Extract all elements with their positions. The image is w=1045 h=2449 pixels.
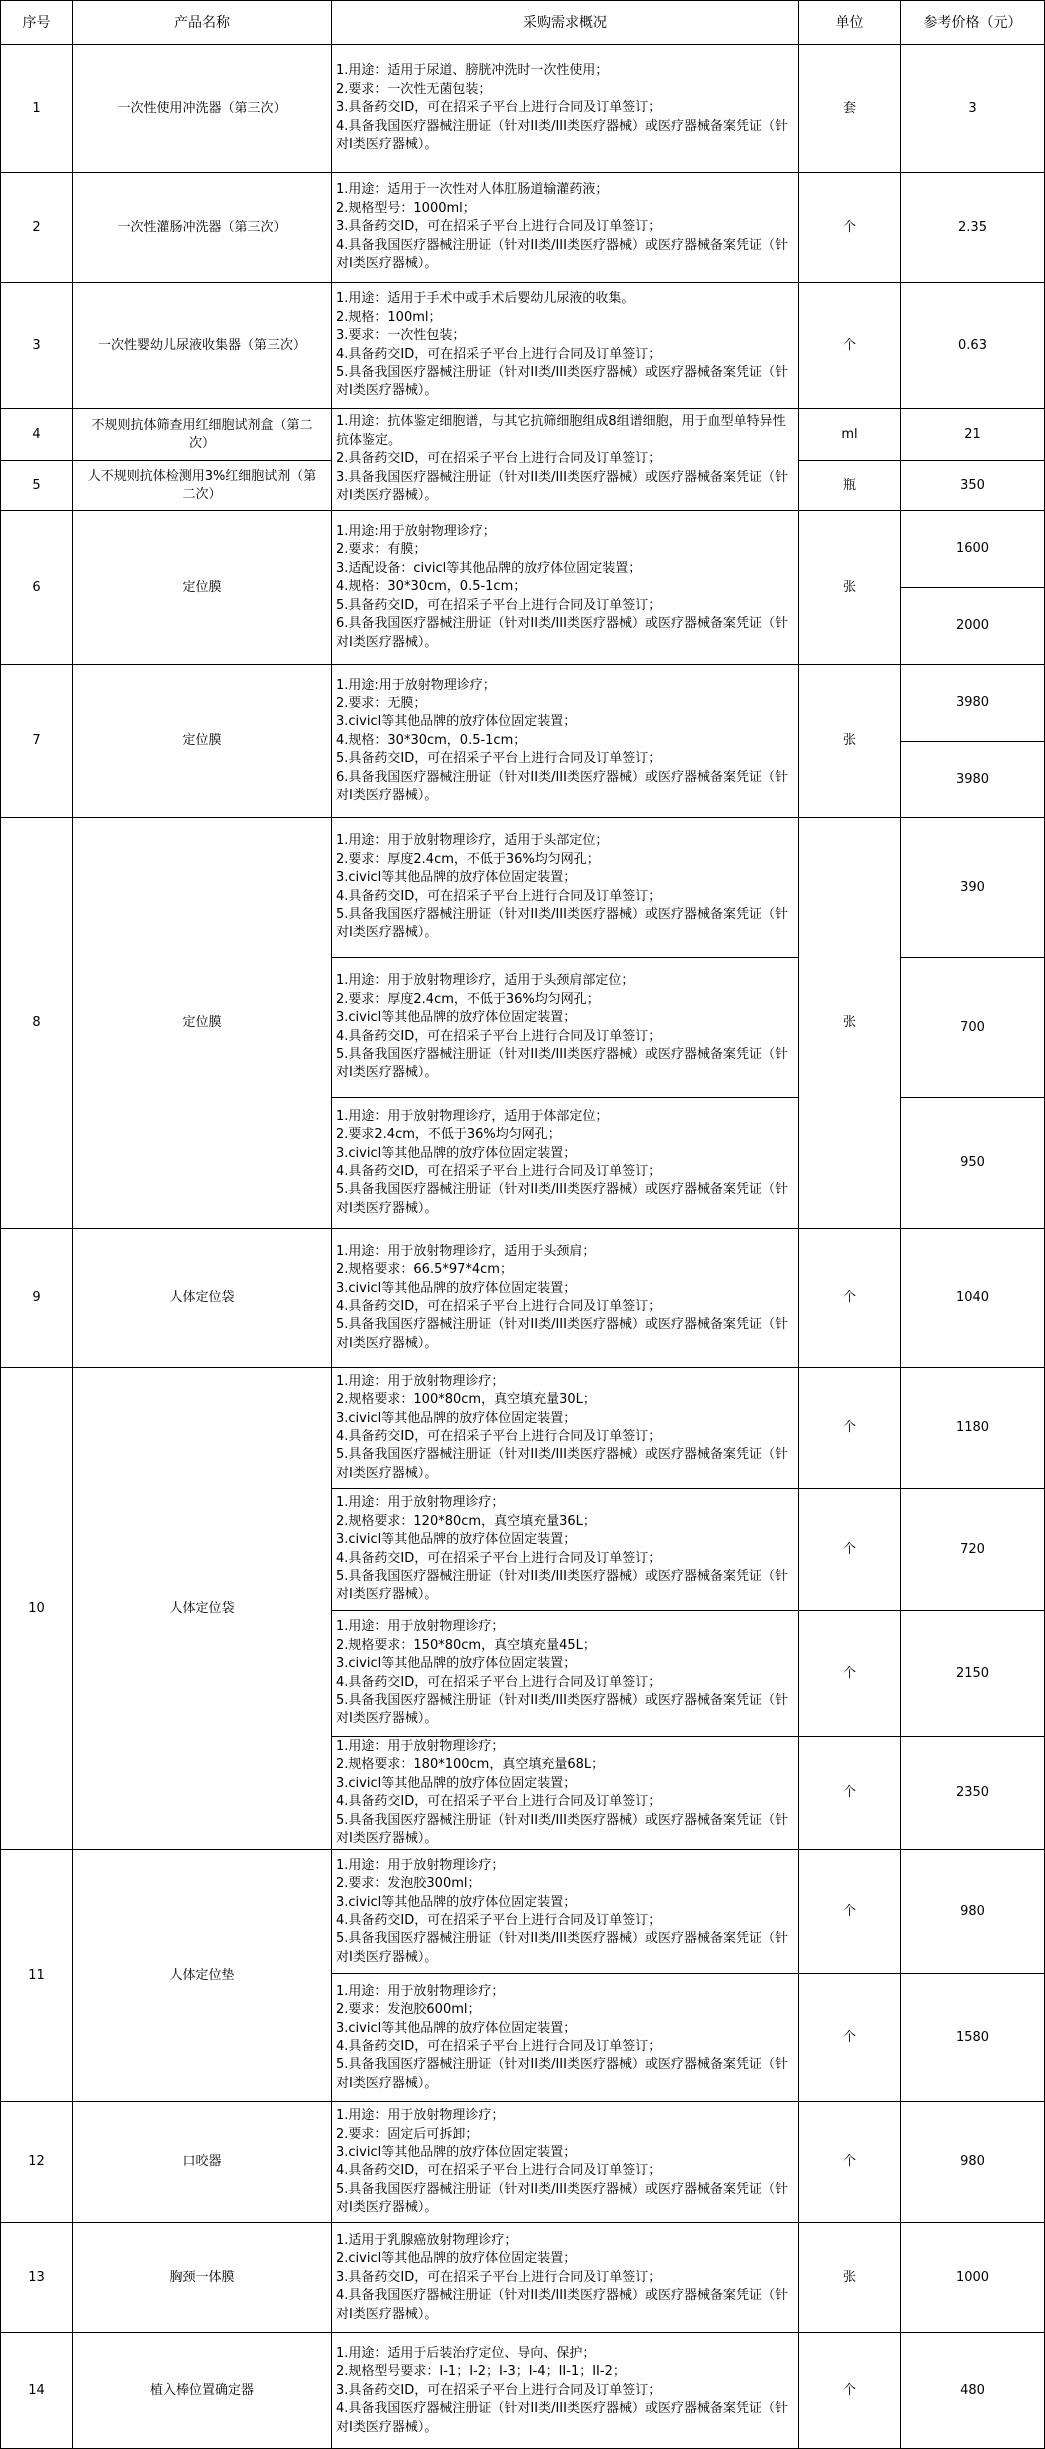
desc-line: 3.civicl等其他品牌的放疗体位固定装置； <box>336 870 577 886</box>
desc-line: 3.适配设备：civicl等其他品牌的放疗体位固定装置； <box>336 560 642 576</box>
product-name: 口咬器 <box>73 2102 332 2223</box>
price: 700 <box>901 958 1045 1098</box>
desc-line: 4.具备药交ID，可在招采子平台上进行合同及订单签订； <box>336 1299 662 1314</box>
price: 480 <box>901 2333 1045 2449</box>
desc-line: 4.具备药交ID，可在招采子平台上进行合同及订单签订； <box>336 1164 662 1179</box>
desc-line: 3.要求：一次性包装； <box>336 328 466 344</box>
unit: 个 <box>799 1489 901 1611</box>
table-row <box>1 409 1045 461</box>
row-no: 4 <box>1 409 73 461</box>
price: 1180 <box>901 1368 1045 1489</box>
desc-line: 4.具备我国医疗器械注册证（针对II类/III类医疗器械）或医疗器械备案凭证（针对I类医疗器械）。 <box>336 118 788 153</box>
desc-line: 5.具备药交ID，可在招采子平台上进行合同及订单签订； <box>336 751 662 767</box>
header-unit: 单位 <box>799 1 901 45</box>
price: 350 <box>901 461 1045 511</box>
description-cell <box>332 173 799 283</box>
desc-line: 1.用途：适用于尿道、膀胱冲洗时一次性使用； <box>336 63 609 79</box>
desc-line: 3.具备药交ID，可在招采子平台上进行合同及订单签订； <box>336 2269 662 2285</box>
desc-line: 3.civicl等其他品牌的放疗体位固定装置； <box>336 1656 577 1672</box>
desc-line: 3.civicl等其他品牌的放疗体位固定装置； <box>336 1775 577 1791</box>
desc-line: 6.具备我国医疗器械注册证（针对II类/III类医疗器械）或医疗器械备案凭证（针对I类医疗器械）。 <box>336 616 788 650</box>
desc-line: 4.具备药交ID，可在招采子平台上进行合同及订单签订； <box>336 1429 662 1444</box>
product-name: 定位膜 <box>73 665 332 818</box>
unit: 个 <box>799 1850 901 1974</box>
price: 1000 <box>901 2223 1045 2333</box>
desc-line: 5.具备我国医疗器械注册证（针对II类/III类医疗器械）或医疗器械备案凭证（针对I类医疗器械）。 <box>336 2181 788 2216</box>
description-cell <box>332 2102 799 2223</box>
header-price: 参考价格（元） <box>901 1 1045 45</box>
desc-line: 2.要求：固定后可拆卸； <box>336 2126 479 2142</box>
desc-line: 2.要求：无膜； <box>336 695 427 711</box>
desc-line: 4.规格：30*30cm，0.5-1cm； <box>336 579 527 595</box>
unit: 个 <box>799 1737 901 1850</box>
description-cell <box>332 1229 799 1368</box>
row-no: 6 <box>1 511 73 665</box>
desc-line: 4.具备药交ID，可在招采子平台上进行合同及订单签订； <box>336 2038 662 2054</box>
header-description: 采购需求概况 <box>332 1 799 45</box>
table-row <box>1 1368 1045 1489</box>
unit: 个 <box>799 1229 901 1368</box>
desc-line: 1.用途：抗体鉴定细胞谱，与其它抗筛细胞组成8组谱细胞，用于血型单特异性抗体鉴定。 <box>336 414 786 448</box>
desc-line: 2.具备药交ID，可在招采子平台上进行合同及订单签订； <box>336 451 662 467</box>
description-cell <box>332 1850 799 1974</box>
desc-line: 5.具备我国医疗器械注册证（针对II类/III类医疗器械）或医疗器械备案凭证（针对I类医疗器械）。 <box>336 1692 788 1727</box>
row-no: 8 <box>1 818 73 1229</box>
price: 1040 <box>901 1229 1045 1368</box>
row-no: 10 <box>1 1368 73 1850</box>
desc-line: 5.具备我国医疗器械注册证（针对II类/III类医疗器械）或医疗器械备案凭证（针对I类医疗器械）。 <box>336 1046 788 1081</box>
header-no: 序号 <box>1 1 73 45</box>
table-row <box>1 1229 1045 1368</box>
header-row <box>1 1 1045 45</box>
unit: 个 <box>799 173 901 283</box>
desc-line: 5.具备我国医疗器械注册证（针对II类/III类医疗器械）或医疗器械备案凭证（针对I类医疗器械）。 <box>336 1182 788 1216</box>
desc-line: 1.用途：用于放射物理诊疗，适用于头颈肩； <box>336 1243 596 1259</box>
desc-line: 2.civicl等其他品牌的放疗体位固定装置； <box>336 2251 577 2267</box>
desc-line: 3.civicl等其他品牌的放疗体位固定装置； <box>336 1410 577 1426</box>
price: 980 <box>901 1850 1045 1974</box>
desc-line: 3.civicl等其他品牌的放疗体位固定装置； <box>336 1145 577 1161</box>
product-name: 一次性婴幼儿尿液收集器（第三次） <box>73 283 332 409</box>
product-name: 人体定位袋 <box>73 1229 332 1368</box>
unit: 个 <box>799 1611 901 1737</box>
desc-line: 4.具备药交ID，可在招采子平台上进行合同及订单签订； <box>336 1550 662 1566</box>
desc-line: 2.规格：100ml； <box>336 309 442 325</box>
price: 3 <box>901 45 1045 173</box>
description-cell <box>332 1974 799 2102</box>
desc-line: 4.具备药交ID，可在招采子平台上进行合同及订单签订； <box>336 2163 662 2179</box>
desc-line: 2.规格要求：150*80cm，真空填充量45L； <box>336 1637 596 1653</box>
table-row <box>1 1850 1045 1974</box>
desc-line: 1.用途:用于放射物理诊疗； <box>336 677 496 693</box>
price: 950 <box>901 1098 1045 1229</box>
desc-line: 2.要求2.4cm，不低于36%均匀网孔； <box>336 1127 561 1143</box>
description-cell <box>332 1737 799 1850</box>
price: 390 <box>901 818 1045 958</box>
description-cell <box>332 283 799 409</box>
desc-line: 1.用途：适用于后装治疗定位、导向、保护； <box>336 2345 596 2361</box>
desc-line: 1.用途：用于放射物理诊疗； <box>336 1739 505 1754</box>
desc-line: 3.具备药交ID，可在招采子平台上进行合同及订单签订； <box>336 219 662 235</box>
unit: 张 <box>799 818 901 1229</box>
description-cell <box>332 45 799 173</box>
price: 1580 <box>901 1974 1045 2102</box>
product-name: 人不规则抗体检测用3%红细胞试剂（第二次） <box>73 461 332 511</box>
row-no: 12 <box>1 2102 73 2223</box>
desc-line: 3.具备药交ID，可在招采子平台上进行合同及订单签订； <box>336 2382 662 2398</box>
desc-line: 2.规格型号要求：I-1；I-2；I-3；I-4；II-1；II-2； <box>336 2364 626 2380</box>
table-row <box>1 2223 1045 2333</box>
table-row <box>1 173 1045 283</box>
desc-line: 3.具备药交ID，可在招采子平台上进行合同及订单签订； <box>336 100 662 116</box>
desc-line: 4.具备药交ID，可在招采子平台上进行合同及订单签订； <box>336 1674 662 1690</box>
description-cell <box>332 1368 799 1489</box>
desc-line: 5.具备我国医疗器械注册证（针对II类/III类医疗器械）或医疗器械备案凭证（针对I类医疗器械）。 <box>336 1568 788 1603</box>
price: 2.35 <box>901 173 1045 283</box>
desc-line: 4.具备我国医疗器械注册证（针对II类/III类医疗器械）或医疗器械备案凭证（针对I类医疗器械）。 <box>336 2401 788 2435</box>
unit: 个 <box>799 2333 901 2449</box>
desc-line: 4.具备我国医疗器械注册证（针对II类/III类医疗器械）或医疗器械备案凭证（针对I类医疗器械）。 <box>336 237 788 272</box>
desc-line: 1.用途:用于放射物理诊疗； <box>336 524 496 540</box>
unit: 张 <box>799 665 901 818</box>
table-row <box>1 283 1045 409</box>
desc-line: 3.civicl等其他品牌的放疗体位固定装置； <box>336 2145 577 2161</box>
desc-line: 3.civicl等其他品牌的放疗体位固定装置； <box>336 1010 577 1026</box>
desc-line: 4.具备药交ID，可在招采子平台上进行合同及订单签订； <box>336 888 662 904</box>
desc-line: 5.具备我国医疗器械注册证（针对II类/III类医疗器械）或医疗器械备案凭证（针对I类医疗器械）。 <box>336 364 788 399</box>
row-no: 1 <box>1 45 73 173</box>
desc-line: 2.要求：一次性无菌包装； <box>336 81 492 97</box>
desc-line: 1.用途：用于放射物理诊疗； <box>336 1857 505 1873</box>
product-name: 胸颈一体膜 <box>73 2223 332 2333</box>
price: 720 <box>901 1489 1045 1611</box>
desc-line: 1.用途：适用于一次性对人体肛肠道输灌药液； <box>336 182 609 198</box>
price: 2150 <box>901 1611 1045 1737</box>
description-cell <box>332 511 799 665</box>
desc-line: 1.用途：用于放射物理诊疗； <box>336 1495 505 1511</box>
desc-line: 3.civicl等其他品牌的放疗体位固定装置； <box>336 714 577 730</box>
description-cell <box>332 1098 799 1229</box>
desc-line: 3.civicl等其他品牌的放疗体位固定装置； <box>336 2020 577 2036</box>
unit: 个 <box>799 1368 901 1489</box>
row-no: 14 <box>1 2333 73 2449</box>
product-name: 一次性灌肠冲洗器（第三次） <box>73 173 332 283</box>
desc-line: 2.规格要求：100*80cm，真空填充量30L； <box>336 1392 596 1408</box>
desc-line: 4.具备我国医疗器械注册证（针对II类/III类医疗器械）或医疗器械备案凭证（针对I类医疗器械）。 <box>336 2288 788 2322</box>
header-product-name: 产品名称 <box>73 1 332 45</box>
desc-line: 5.具备药交ID，可在招采子平台上进行合同及订单签订； <box>336 597 662 613</box>
unit: 个 <box>799 283 901 409</box>
row-no: 3 <box>1 283 73 409</box>
desc-line: 4.具备药交ID，可在招采子平台上进行合同及订单签订； <box>336 346 662 362</box>
price: 2350 <box>901 1737 1045 1850</box>
desc-line: 2.要求：发泡胶300ml； <box>336 1876 481 1892</box>
row-no: 2 <box>1 173 73 283</box>
unit: 个 <box>799 1974 901 2102</box>
price: 980 <box>901 2102 1045 2223</box>
desc-line: 1.用途：用于放射物理诊疗，适用于头颈肩部定位； <box>336 973 635 989</box>
desc-line: 5.具备我国医疗器械注册证（针对II类/III类医疗器械）或医疗器械备案凭证（针对I类医疗器械）。 <box>336 1812 788 1847</box>
table-row <box>1 2102 1045 2223</box>
desc-line: 3.civicl等其他品牌的放疗体位固定装置； <box>336 1894 577 1910</box>
unit: 套 <box>799 45 901 173</box>
unit: 瓶 <box>799 461 901 511</box>
desc-line: 4.具备药交ID，可在招采子平台上进行合同及订单签订； <box>336 1794 662 1810</box>
desc-line: 5.具备我国医疗器械注册证（针对II类/III类医疗器械）或医疗器械备案凭证（针对I类医疗器械）。 <box>336 1317 788 1351</box>
product-name: 一次性使用冲洗器（第三次） <box>73 45 332 173</box>
table-row <box>1 45 1045 173</box>
unit: 个 <box>799 2102 901 2223</box>
product-name: 不规则抗体筛查用红细胞试剂盒（第二次） <box>73 409 332 461</box>
desc-line: 2.规格要求：66.5*97*4cm； <box>336 1262 513 1278</box>
description-cell <box>332 818 799 958</box>
description-cell <box>332 1611 799 1737</box>
row-no: 9 <box>1 1229 73 1368</box>
desc-line: 1.适用于乳腺癌放射物理诊疗； <box>336 2232 518 2248</box>
product-name: 人体定位垫 <box>73 1850 332 2102</box>
description-cell <box>332 665 799 818</box>
desc-line: 4.规格：30*30cm，0.5-1cm； <box>336 732 527 748</box>
desc-line: 1.用途：用于放射物理诊疗； <box>336 1619 505 1635</box>
desc-line: 6.具备我国医疗器械注册证（针对II类/III类医疗器械）或医疗器械备案凭证（针对I类医疗器械）。 <box>336 769 788 804</box>
desc-line: 5.具备我国医疗器械注册证（针对II类/III类医疗器械）或医疗器械备案凭证（针对I类医疗器械）。 <box>336 1931 788 1965</box>
desc-line: 5.具备我国医疗器械注册证（针对II类/III类医疗器械）或医疗器械备案凭证（针对I类医疗器械）。 <box>336 2057 788 2091</box>
desc-line: 2.要求：发泡胶600ml； <box>336 2002 481 2018</box>
desc-line: 2.要求：厚度2.4cm，不低于36%均匀网孔； <box>336 851 600 867</box>
product-name: 定位膜 <box>73 818 332 1229</box>
desc-line: 1.用途：用于放射物理诊疗，适用于体部定位； <box>336 1108 609 1124</box>
desc-line: 1.用途：用于放射物理诊疗，适用于头部定位； <box>336 833 609 849</box>
price: 1600 <box>901 511 1045 588</box>
desc-line: 1.用途：用于放射物理诊疗； <box>336 1373 505 1389</box>
desc-line: 4.具备药交ID，可在招采子平台上进行合同及订单签订； <box>336 1028 662 1044</box>
desc-line: 3.civicl等其他品牌的放疗体位固定装置； <box>336 1532 577 1548</box>
price: 21 <box>901 409 1045 461</box>
unit: 张 <box>799 511 901 665</box>
table-row <box>1 511 1045 588</box>
product-name: 定位膜 <box>73 511 332 665</box>
desc-line: 2.要求：厚度2.4cm，不低于36%均匀网孔； <box>336 991 600 1007</box>
table-row <box>1 665 1045 742</box>
desc-line: 2.要求：有膜； <box>336 542 427 558</box>
desc-line: 1.用途：用于放射物理诊疗； <box>336 1983 505 1999</box>
desc-line: 5.具备我国医疗器械注册证（针对II类/III类医疗器械）或医疗器械备案凭证（针对I类医疗器械）。 <box>336 1447 788 1481</box>
desc-line: 2.规格型号：1000ml； <box>336 200 476 216</box>
description-cell <box>332 1489 799 1611</box>
desc-line: 4.具备药交ID，可在招采子平台上进行合同及订单签订； <box>336 1912 662 1928</box>
price: 0.63 <box>901 283 1045 409</box>
desc-line: 3.具备我国医疗器械注册证（针对II类/III类医疗器械）或医疗器械备案凭证（针对I类医疗器械）。 <box>336 469 788 504</box>
table-row <box>1 818 1045 958</box>
row-no: 13 <box>1 2223 73 2333</box>
desc-line: 3.civicl等其他品牌的放疗体位固定装置； <box>336 1280 577 1296</box>
desc-line: 1.用途：用于放射物理诊疗； <box>336 2108 505 2124</box>
unit: ml <box>799 409 901 461</box>
description-cell <box>332 2223 799 2333</box>
desc-line: 1.用途：适用于手术中或手术后婴幼儿尿液的收集。 <box>336 291 635 307</box>
description-cell <box>332 958 799 1098</box>
price: 3980 <box>901 665 1045 742</box>
product-name: 人体定位袋 <box>73 1368 332 1850</box>
row-no: 7 <box>1 665 73 818</box>
price: 3980 <box>901 742 1045 818</box>
price: 2000 <box>901 588 1045 665</box>
desc-line: 2.规格要求：120*80cm，真空填充量36L； <box>336 1513 596 1529</box>
product-name: 植入棒位置确定器 <box>73 2333 332 2449</box>
row-no: 5 <box>1 461 73 511</box>
desc-line: 2.规格要求：180*100cm，真空填充量68L； <box>336 1757 605 1773</box>
description-cell <box>332 409 799 511</box>
unit: 张 <box>799 2223 901 2333</box>
desc-line: 5.具备我国医疗器械注册证（针对II类/III类医疗器械）或医疗器械备案凭证（针对I类医疗器械）。 <box>336 906 788 941</box>
row-no: 11 <box>1 1850 73 2102</box>
